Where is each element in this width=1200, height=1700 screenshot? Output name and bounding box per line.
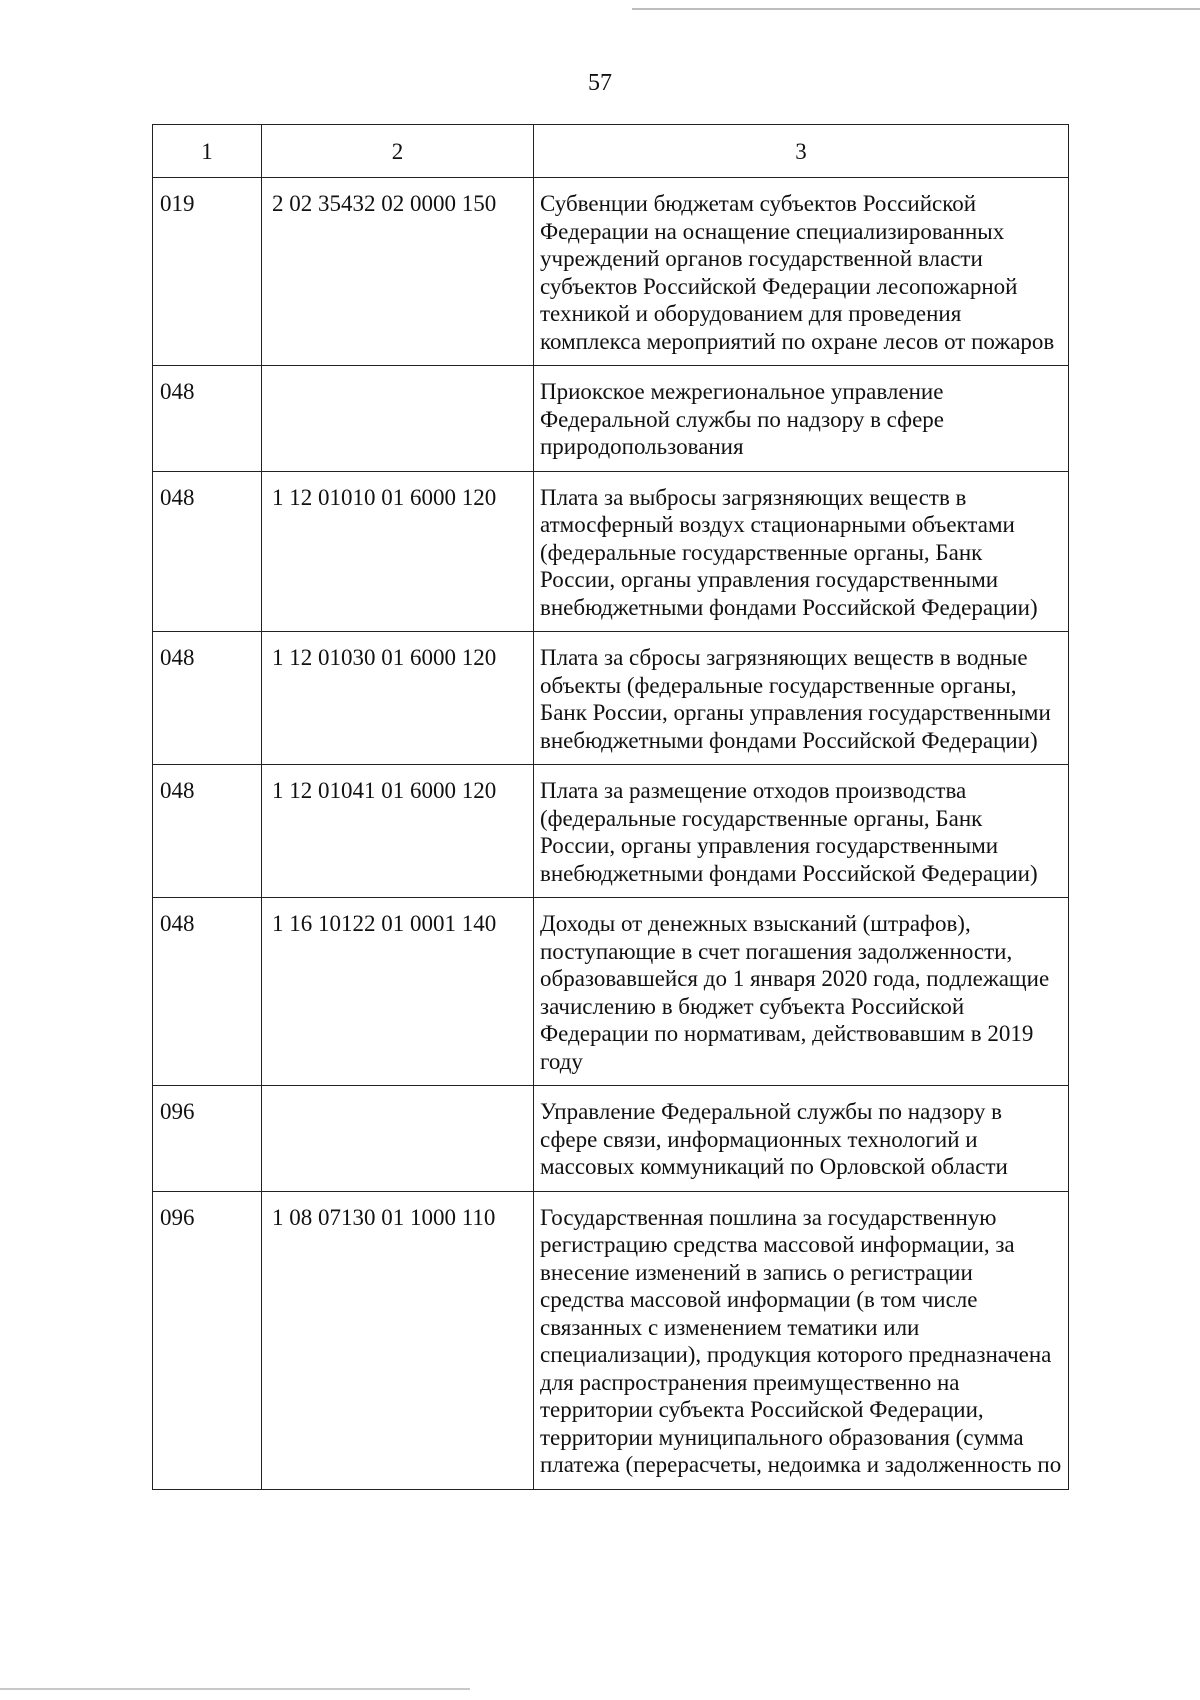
column-header-2: 2 xyxy=(262,125,534,178)
revenue-code-cell xyxy=(262,366,534,472)
revenue-name-cell: Приокское межрегиональное управление Федеральной службы по надзору в сфере природопользования xyxy=(534,366,1069,472)
table-row xyxy=(153,898,1069,1086)
revenue-code-cell: 2 02 35432 02 0000 150 xyxy=(262,178,534,366)
admin-code-cell: 019 xyxy=(153,178,262,366)
admin-code-cell: 096 xyxy=(153,1086,262,1192)
table-row xyxy=(153,366,1069,472)
revenue-codes-table xyxy=(152,124,1069,1490)
table-row xyxy=(153,1086,1069,1192)
revenue-name-cell: Плата за сбросы загрязняющих веществ в водные объекты (федеральные государственные органы, Банк России, органы управления государственными внебюджетными фондами Российской Федерации) xyxy=(534,632,1069,765)
admin-code-cell: 048 xyxy=(153,366,262,472)
admin-code-cell: 048 xyxy=(153,765,262,898)
page-number: 57 xyxy=(588,70,612,96)
revenue-code-cell: 1 12 01010 01 6000 120 xyxy=(262,471,534,632)
revenue-code-cell: 1 12 01041 01 6000 120 xyxy=(262,765,534,898)
revenue-code-cell: 1 08 07130 01 1000 110 xyxy=(262,1191,534,1489)
revenue-name-cell: Субвенции бюджетам субъектов Российской Федерации на оснащение специализированных учреждений органов государственной власти субъектов Российской Федерации лесопожарной техникой и оборудованием для проведения комплекса мероприятий по охране лесов от пожаров xyxy=(534,178,1069,366)
scan-edge-line-bottom xyxy=(0,1688,470,1690)
table-row xyxy=(153,1191,1069,1489)
revenue-name-cell: Доходы от денежных взысканий (штрафов), поступающие в счет погашения задолженности, образовавшейся до 1 января 2020 года, подлежащие зачислению в бюджет субъекта Российской Федерации по нормативам, действовавшим в 2019 году xyxy=(534,898,1069,1086)
column-header-3: 3 xyxy=(534,125,1069,178)
admin-code-cell: 048 xyxy=(153,898,262,1086)
revenue-name-cell: Управление Федеральной службы по надзору в сфере связи, информационных технологий и массовых коммуникаций по Орловской области xyxy=(534,1086,1069,1192)
revenue-code-cell: 1 12 01030 01 6000 120 xyxy=(262,632,534,765)
revenue-name-cell: Плата за размещение отходов производства (федеральные государственные органы, Банк России, органы управления государственными внебюджетными фондами Российской Федерации) xyxy=(534,765,1069,898)
table-row xyxy=(153,765,1069,898)
admin-code-cell: 048 xyxy=(153,471,262,632)
table-row xyxy=(153,178,1069,366)
revenue-name-cell: Плата за выбросы загрязняющих веществ в атмосферный воздух стационарными объектами (федеральные государственные органы, Банк России, органы управления государственными внебюджетными фондами Российской Федерации) xyxy=(534,471,1069,632)
admin-code-cell: 096 xyxy=(153,1191,262,1489)
revenue-name-cell: Государственная пошлина за государственную регистрацию средства массовой информации, за внесение изменений в запись о регистрации средства массовой информации (в том числе связанных с изменением тематики или специализации), продукция которого предназначена для распространения преимущественно на территории субъекта Российской Федерации, территории муниципального образования (сумма платежа (перерасчеты, недоимка и задолженность по xyxy=(534,1191,1069,1489)
scan-edge-line-top xyxy=(632,8,1200,10)
table-row xyxy=(153,471,1069,632)
admin-code-cell: 048 xyxy=(153,632,262,765)
revenue-code-cell xyxy=(262,1086,534,1192)
table-header-row xyxy=(153,125,1069,178)
table-row xyxy=(153,632,1069,765)
revenue-code-cell: 1 16 10122 01 0001 140 xyxy=(262,898,534,1086)
column-header-1: 1 xyxy=(153,125,262,178)
